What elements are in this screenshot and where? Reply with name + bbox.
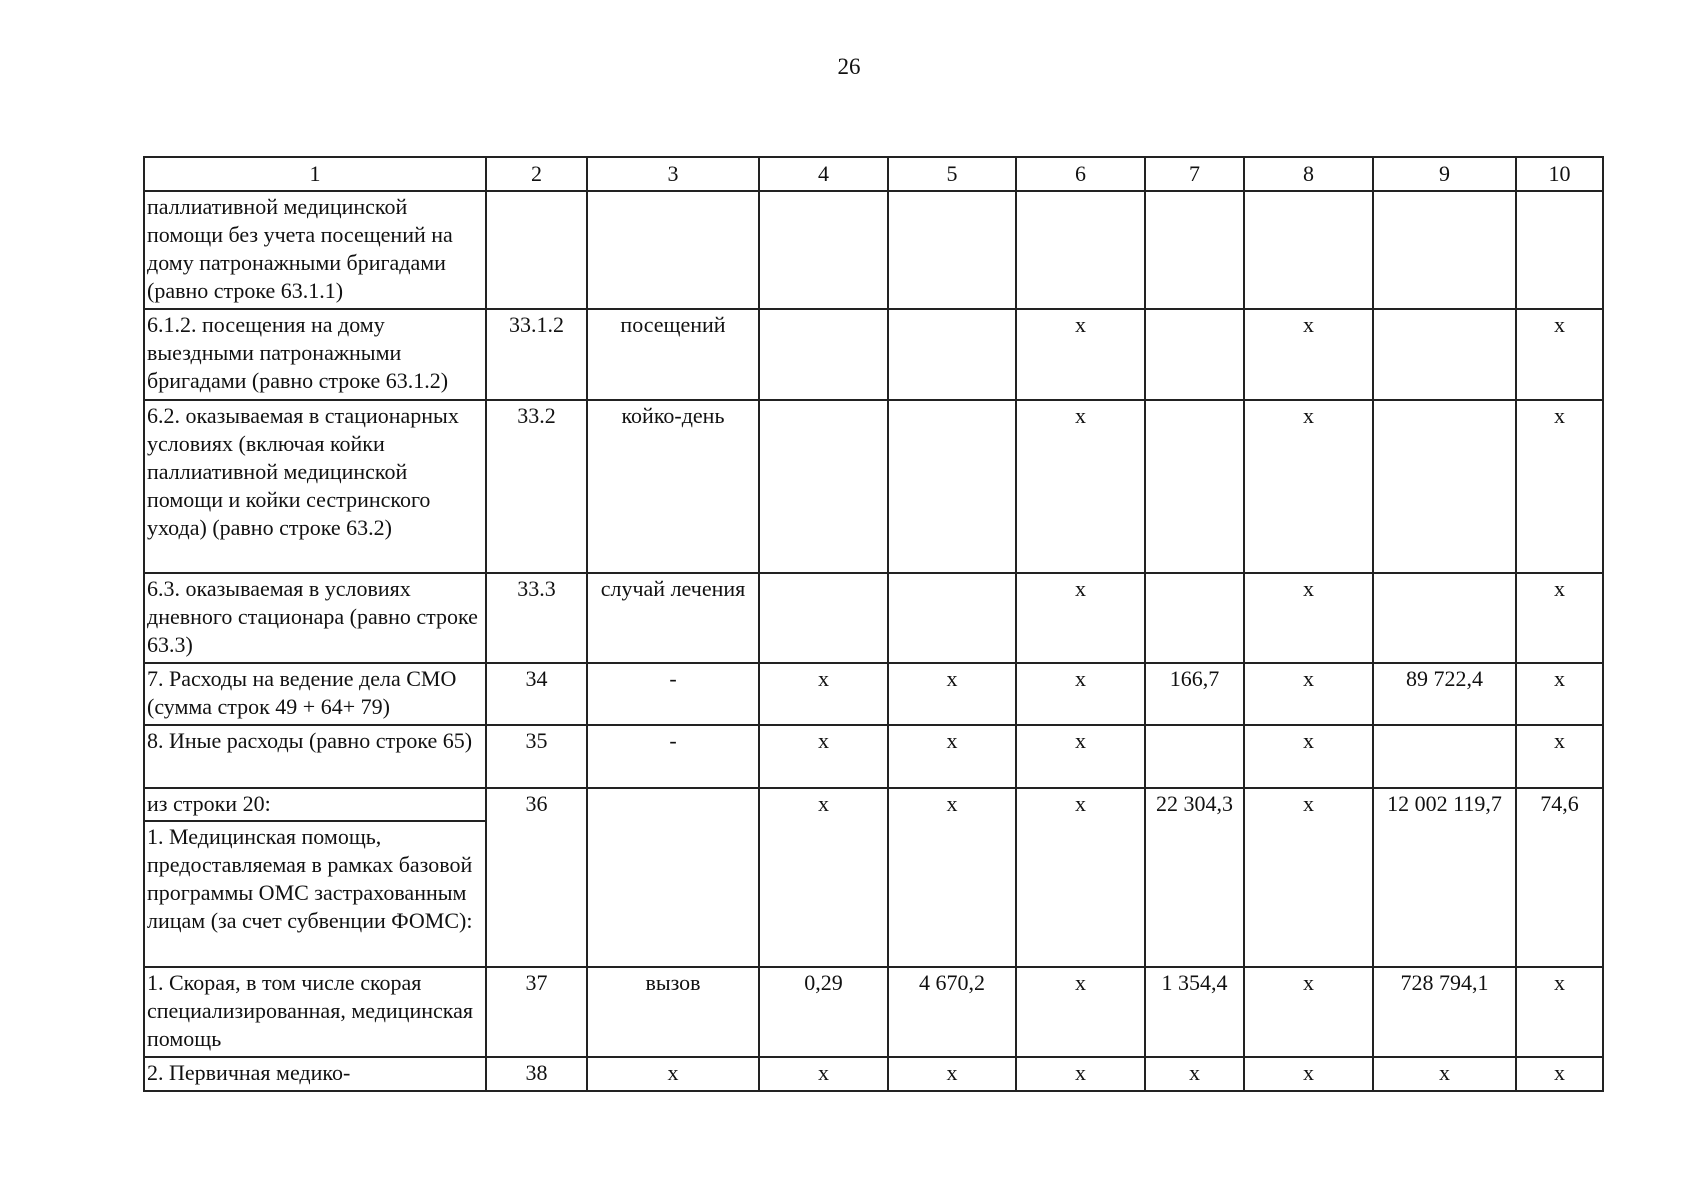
value-cell: х — [888, 1057, 1016, 1091]
value-cell: 0,29 — [759, 967, 888, 1057]
header-cell: 2 — [486, 157, 587, 191]
value-cell: х — [759, 663, 888, 725]
row-code — [486, 191, 587, 309]
value-cell: 22 304,3 — [1145, 788, 1244, 967]
value-cell: х — [759, 1057, 888, 1091]
value-cell: х — [1516, 663, 1603, 725]
value-cell: х — [1016, 573, 1145, 663]
value-cell: х — [1016, 725, 1145, 788]
row-label: 1. Медицинская помощь, предоставляемая в рамках базовой программы ОМС застрахованным лицам (за счет субвенции ФОМС): — [144, 821, 486, 967]
value-cell: 74,6 — [1516, 788, 1603, 967]
value-cell: х — [1516, 725, 1603, 788]
value-cell: х — [1244, 309, 1373, 400]
header-cell: 9 — [1373, 157, 1516, 191]
value-cell — [888, 191, 1016, 309]
value-cell — [759, 191, 888, 309]
value-cell: 12 002 119,7 — [1373, 788, 1516, 967]
unit-cell: - — [587, 663, 759, 725]
table-row — [144, 573, 1603, 663]
value-cell: х — [1244, 573, 1373, 663]
unit-cell: вызов — [587, 967, 759, 1057]
header-cell: 8 — [1244, 157, 1373, 191]
row-code: 35 — [486, 725, 587, 788]
value-cell: 1 354,4 — [1145, 967, 1244, 1057]
row-code: 37 — [486, 967, 587, 1057]
value-cell: 166,7 — [1145, 663, 1244, 725]
table-row — [144, 309, 1603, 400]
value-cell: 89 722,4 — [1373, 663, 1516, 725]
value-cell: х — [888, 663, 1016, 725]
value-cell: х — [1516, 400, 1603, 573]
value-cell — [1145, 400, 1244, 573]
value-cell: х — [1244, 1057, 1373, 1091]
row-code: 33.3 — [486, 573, 587, 663]
value-cell: х — [1244, 663, 1373, 725]
value-cell: х — [1016, 309, 1145, 400]
unit-cell: х — [587, 1057, 759, 1091]
row-label: 6.3. оказываемая в условиях дневного стационара (равно строке 63.3) — [144, 573, 486, 663]
value-cell — [888, 573, 1016, 663]
value-cell: 4 670,2 — [888, 967, 1016, 1057]
page-number: 26 — [837, 54, 861, 79]
value-cell: х — [888, 788, 1016, 967]
row-code: 38 — [486, 1057, 587, 1091]
value-cell: х — [1244, 967, 1373, 1057]
value-cell — [1145, 309, 1244, 400]
header-cell: 5 — [888, 157, 1016, 191]
table-row — [144, 400, 1603, 573]
value-cell — [1373, 309, 1516, 400]
header-cell: 10 — [1516, 157, 1603, 191]
header-cell: 3 — [587, 157, 759, 191]
table-row — [144, 967, 1603, 1057]
value-cell — [759, 573, 888, 663]
table-row — [144, 191, 1603, 309]
row-label: 6.2. оказываемая в стационарных условиях (включая койки паллиативной медицинской помощи и койки сестринского ухода) (равно строке 63.2) — [144, 400, 486, 573]
unit-cell: койко-день — [587, 400, 759, 573]
value-cell — [1516, 191, 1603, 309]
unit-cell: случай лечения — [587, 573, 759, 663]
row-code: 33.2 — [486, 400, 587, 573]
row-label: 7. Расходы на ведение дела СМО (сумма строк 49 + 64+ 79) — [144, 663, 486, 725]
value-cell: х — [1516, 309, 1603, 400]
value-cell — [888, 309, 1016, 400]
row-label: паллиативной медицинской помощи без учета посещений на дому патронажными бригадами (равно строке 63.1.1) — [144, 191, 486, 309]
row-label: из строки 20: — [144, 788, 486, 821]
value-cell: х — [888, 725, 1016, 788]
row-label: 2. Первичная медико- — [144, 1057, 486, 1091]
value-cell: х — [1516, 967, 1603, 1057]
value-cell — [1373, 725, 1516, 788]
value-cell — [1373, 400, 1516, 573]
header-cell: 1 — [144, 157, 486, 191]
value-cell: х — [1016, 400, 1145, 573]
value-cell: х — [1016, 967, 1145, 1057]
value-cell: х — [1016, 663, 1145, 725]
value-cell: х — [1145, 1057, 1244, 1091]
value-cell: х — [1516, 573, 1603, 663]
value-cell: х — [1016, 788, 1145, 967]
row-code: 33.1.2 — [486, 309, 587, 400]
value-cell: х — [1016, 1057, 1145, 1091]
value-cell — [1145, 191, 1244, 309]
value-cell: х — [1244, 400, 1373, 573]
table-row — [144, 725, 1603, 788]
value-cell — [1145, 725, 1244, 788]
row-label: 6.1.2. посещения на дому выездными патронажными бригадами (равно строке 63.1.2) — [144, 309, 486, 400]
unit-cell: - — [587, 725, 759, 788]
value-cell: х — [1244, 725, 1373, 788]
value-cell — [888, 400, 1016, 573]
data-table — [143, 156, 1604, 1092]
value-cell — [1016, 191, 1145, 309]
value-cell: х — [759, 725, 888, 788]
unit-cell: посещений — [587, 309, 759, 400]
value-cell: х — [1516, 1057, 1603, 1091]
row-code: 36 — [486, 788, 587, 967]
row-code: 34 — [486, 663, 587, 725]
value-cell — [759, 309, 888, 400]
table-row — [144, 1057, 1603, 1091]
value-cell: х — [1244, 788, 1373, 967]
value-cell — [1244, 191, 1373, 309]
value-cell — [1145, 573, 1244, 663]
table-header-row — [144, 157, 1603, 191]
header-cell: 4 — [759, 157, 888, 191]
value-cell: х — [1373, 1057, 1516, 1091]
table-row — [144, 788, 1603, 821]
value-cell — [1373, 573, 1516, 663]
value-cell — [759, 400, 888, 573]
table-row — [144, 663, 1603, 725]
header-cell: 7 — [1145, 157, 1244, 191]
value-cell: х — [759, 788, 888, 967]
value-cell: 728 794,1 — [1373, 967, 1516, 1057]
header-cell: 6 — [1016, 157, 1145, 191]
unit-cell — [587, 788, 759, 967]
unit-cell — [587, 191, 759, 309]
row-label: 8. Иные расходы (равно строке 65) — [144, 725, 486, 788]
row-label: 1. Скорая, в том числе скорая специализированная, медицинская помощь — [144, 967, 486, 1057]
value-cell — [1373, 191, 1516, 309]
